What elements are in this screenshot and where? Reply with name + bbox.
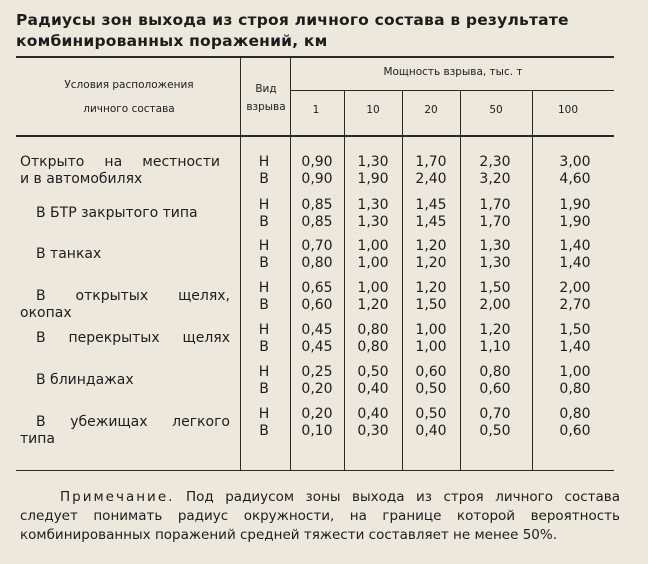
radius-value-cell: 2,30 [479, 154, 511, 170]
condition-line-1: В убежищах легкого [36, 414, 230, 430]
explosion-type-cell: Н [258, 322, 270, 338]
explosion-type-cell: В [259, 297, 269, 313]
radius-value-cell: 0,90 [301, 154, 333, 170]
condition-line-1: В БТР закрытого типа [36, 205, 198, 221]
radius-value-cell: 1,20 [479, 322, 511, 338]
radius-value-cell: 0,80 [559, 406, 591, 422]
radius-value-cell: 1,10 [479, 339, 511, 355]
power-header-rule [290, 90, 614, 91]
note-paragraph [20, 488, 620, 545]
power-col-10: 10 [366, 104, 380, 116]
radius-value-cell: 1,00 [357, 280, 389, 296]
radius-value-cell: 0,40 [357, 381, 389, 397]
radius-value-cell: 0,80 [301, 255, 333, 271]
radius-value-cell: 2,40 [415, 171, 447, 187]
explosion-type-cell: Н [258, 238, 270, 254]
explosion-type-cell: Н [258, 406, 270, 422]
radius-value-cell: 3,00 [559, 154, 591, 170]
radius-value-cell: 1,30 [357, 154, 389, 170]
radius-value-cell: 1,40 [559, 339, 591, 355]
radius-value-cell: 0,70 [479, 406, 511, 422]
radius-value-cell: 0,50 [415, 406, 447, 422]
radius-value-cell: 1,20 [415, 255, 447, 271]
table-row-condition [20, 330, 230, 347]
explosion-type-cell: Н [258, 280, 270, 296]
header-conditions-line2: личного состава [83, 103, 175, 115]
radius-value-cell: 0,60 [559, 423, 591, 439]
radius-value-cell: 0,90 [301, 171, 333, 187]
condition-line-1: В блиндажах [36, 372, 134, 388]
table-row-condition [20, 154, 220, 188]
header-type-line1: Вид [255, 83, 277, 95]
note-label: Примечание. [60, 489, 175, 505]
radius-value-cell: 0,40 [357, 406, 389, 422]
radius-value-cell: 1,50 [415, 297, 447, 313]
condition-line-1: В перекрытых щелях [36, 330, 230, 346]
radius-value-cell: 0,50 [357, 364, 389, 380]
radius-value-cell: 0,45 [301, 339, 333, 355]
radius-value-cell: 1,45 [415, 214, 447, 230]
radius-value-cell: 1,70 [415, 154, 447, 170]
radius-value-cell: 1,50 [559, 322, 591, 338]
radius-value-cell: 0,80 [357, 322, 389, 338]
radius-value-cell: 2,70 [559, 297, 591, 313]
explosion-type-cell: В [259, 171, 269, 187]
header-power: Мощность взрыва, тыс. т [383, 66, 523, 78]
radius-value-cell: 4,60 [559, 171, 591, 187]
explosion-type-cell: Н [258, 364, 270, 380]
explosion-type-cell: В [259, 214, 269, 230]
power-col-100: 100 [557, 104, 579, 116]
radius-value-cell: 0,80 [479, 364, 511, 380]
radius-value-cell: 0,85 [301, 214, 333, 230]
radius-value-cell: 0,60 [301, 297, 333, 313]
table-row-condition [20, 288, 230, 322]
header-type [242, 82, 290, 114]
radius-value-cell: 1,90 [357, 171, 389, 187]
explosion-type-cell: Н [258, 154, 270, 170]
table-row-condition [20, 414, 230, 448]
condition-line-1: В открытых щелях, [36, 288, 230, 304]
header-type-line2: взрыва [246, 101, 286, 113]
condition-line-2: типа [20, 431, 55, 447]
col-divider-4 [532, 90, 533, 471]
radius-value-cell: 1,90 [559, 197, 591, 213]
radius-value-cell: 0,45 [301, 322, 333, 338]
condition-line-1: Открыто на местности [20, 154, 220, 170]
radius-value-cell: 0,20 [301, 381, 333, 397]
radius-value-cell: 1,50 [479, 280, 511, 296]
radius-value-cell: 0,65 [301, 280, 333, 296]
radius-value-cell: 0,20 [301, 406, 333, 422]
radius-value-cell: 1,45 [415, 197, 447, 213]
explosion-type-cell: В [259, 339, 269, 355]
radius-value-cell: 1,00 [415, 339, 447, 355]
radius-value-cell: 3,20 [479, 171, 511, 187]
radius-value-cell: 1,30 [357, 197, 389, 213]
header-conditions-line1: Условия расположения [64, 79, 194, 91]
radius-value-cell: 2,00 [479, 297, 511, 313]
radius-value-cell: 1,20 [415, 280, 447, 296]
power-col-50: 50 [489, 104, 503, 116]
radius-value-cell: 1,70 [479, 214, 511, 230]
condition-line-2: окопах [20, 305, 72, 321]
explosion-type-cell: В [259, 255, 269, 271]
radius-value-cell: 2,00 [559, 280, 591, 296]
radius-value-cell: 1,30 [479, 238, 511, 254]
radius-value-cell: 1,90 [559, 214, 591, 230]
radius-value-cell: 0,80 [357, 339, 389, 355]
radius-value-cell: 1,40 [559, 238, 591, 254]
condition-line-2: и в автомобилях [20, 171, 143, 187]
radius-value-cell: 1,00 [357, 238, 389, 254]
radius-value-cell: 0,30 [357, 423, 389, 439]
radius-value-cell: 1,00 [415, 322, 447, 338]
note-text: Под радиусом зоны выхода из строя личного состава следует понимать радиус окружности, на границе которой вероятность комбинированных поражений средней тяжести составляет не менее 50%. [20, 489, 620, 543]
radius-value-cell: 1,00 [559, 364, 591, 380]
radius-value-cell: 1,40 [559, 255, 591, 271]
table-top-rule [16, 56, 614, 58]
title-line-2: комбинированных поражений, км [16, 32, 328, 50]
radius-value-cell: 0,50 [415, 381, 447, 397]
table-bottom-rule [16, 470, 614, 471]
explosion-type-cell: Н [258, 197, 270, 213]
power-col-20: 20 [424, 104, 438, 116]
radius-value-cell: 1,70 [479, 197, 511, 213]
radius-value-cell: 0,10 [301, 423, 333, 439]
power-col-1: 1 [312, 104, 320, 116]
header-bottom-rule [16, 135, 614, 137]
radius-value-cell: 1,00 [357, 255, 389, 271]
radius-value-cell: 0,25 [301, 364, 333, 380]
radius-value-cell: 0,40 [415, 423, 447, 439]
radius-value-cell: 0,85 [301, 197, 333, 213]
condition-line-1: В танках [36, 246, 102, 262]
radius-value-cell: 0,60 [415, 364, 447, 380]
page-title [16, 10, 616, 52]
explosion-type-cell: В [259, 381, 269, 397]
radius-value-cell: 1,20 [357, 297, 389, 313]
explosion-type-cell: В [259, 423, 269, 439]
radius-value-cell: 0,80 [559, 381, 591, 397]
radius-value-cell: 0,60 [479, 381, 511, 397]
radius-value-cell: 1,30 [479, 255, 511, 271]
radius-value-cell: 1,20 [415, 238, 447, 254]
conditions-divider [240, 57, 241, 471]
radius-value-cell: 0,50 [479, 423, 511, 439]
radius-value-cell: 0,70 [301, 238, 333, 254]
radius-value-cell: 1,30 [357, 214, 389, 230]
header-conditions [24, 78, 234, 116]
title-line-1: Радиусы зон выхода из строя личного состава в результате [16, 11, 569, 29]
